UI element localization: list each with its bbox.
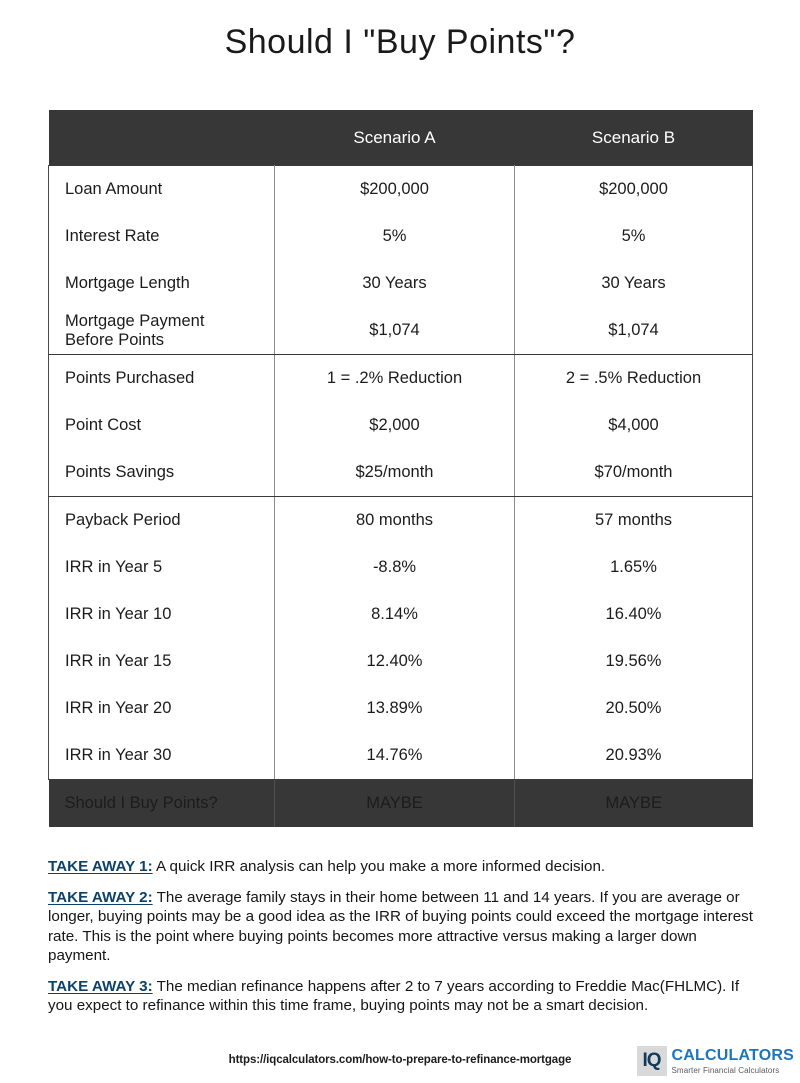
takeaway-body: The average family stays in their home between 11 and 14 years. If you are average or longer, buying points may be a good idea as the IRR of buying points could exceed the mortgage interest rate. This is the point where buying points becomes more attractive versus making a larger down payment. [48, 888, 753, 964]
cell-scenario-b: $70/month [515, 449, 753, 497]
cell-scenario-b: 19.56% [515, 638, 753, 685]
page-title: Should I "Buy Points"? [224, 23, 576, 61]
table-row [49, 497, 753, 545]
row-label: Mortgage Payment Before Points [49, 307, 275, 355]
table-row [49, 638, 753, 685]
cell-scenario-b: $200,000 [515, 166, 753, 214]
cell-scenario-a: $25/month [275, 449, 515, 497]
takeaway-item [48, 977, 758, 1016]
cell-scenario-a: $200,000 [275, 166, 515, 214]
table-row [49, 402, 753, 449]
source-url: https://iqcalculators.com/how-to-prepare-to-refinance-mortgage [228, 1054, 572, 1066]
row-label: Interest Rate [49, 213, 275, 260]
table-row [49, 355, 753, 403]
cell-scenario-a: 5% [275, 213, 515, 260]
cell-scenario-a: 30 Years [275, 260, 515, 307]
takeaway-body: The median refinance happens after 2 to 7 years according to Freddie Mac(FHLMC). If you expect to refinance within this time frame, buying points may not be a smart decision. [48, 977, 740, 1014]
takeaway-item [48, 888, 758, 966]
row-label: Mortgage Length [49, 260, 275, 307]
table-row [49, 307, 753, 355]
table-row [49, 449, 753, 497]
iq-calculators-logo [637, 1046, 795, 1076]
takeaway-body: A quick IRR analysis can help you make a more informed decision. [152, 858, 606, 875]
row-label: Points Purchased [49, 355, 275, 403]
row-label: Payback Period [49, 497, 275, 545]
row-label: Points Savings [49, 449, 275, 497]
cell-scenario-b: 16.40% [515, 591, 753, 638]
takeaways-section [48, 857, 758, 1027]
row-label: IRR in Year 15 [49, 638, 275, 685]
takeaway-item [48, 857, 758, 877]
row-label: IRR in Year 10 [49, 591, 275, 638]
cell-scenario-b: 20.50% [515, 685, 753, 732]
row-label: IRR in Year 20 [49, 685, 275, 732]
cell-scenario-b: $1,074 [515, 307, 753, 355]
table-row [49, 591, 753, 638]
row-label: IRR in Year 5 [49, 544, 275, 591]
cell-scenario-b: 1.65% [515, 544, 753, 591]
column-header-blank [49, 110, 275, 166]
cell-scenario-a: 13.89% [275, 685, 515, 732]
table-row [49, 166, 753, 214]
table-row [49, 260, 753, 307]
cell-scenario-b: 2 = .5% Reduction [515, 355, 753, 403]
logo-tagline: Smarter Financial Calculators [671, 1065, 780, 1075]
cell-scenario-a: 14.76% [275, 732, 515, 780]
cell-scenario-a: -8.8% [275, 544, 515, 591]
comparison-table-container [48, 110, 752, 827]
verdict-scenario-b: MAYBE [515, 780, 753, 828]
row-label: IRR in Year 30 [49, 732, 275, 780]
logo-mark-icon: IQ [637, 1046, 667, 1076]
table-row [49, 213, 753, 260]
verdict-scenario-a: MAYBE [275, 780, 515, 828]
takeaway-label: TAKE AWAY 3: [48, 977, 153, 995]
cell-scenario-b: $4,000 [515, 402, 753, 449]
column-header-scenario-a: Scenario A [275, 110, 515, 166]
table-row [49, 544, 753, 591]
column-header-scenario-b: Scenario B [515, 110, 753, 166]
row-label: Loan Amount [49, 166, 275, 214]
table-row [49, 685, 753, 732]
takeaway-label: TAKE AWAY 2: [48, 888, 153, 906]
buy-points-comparison-table [48, 110, 753, 827]
cell-scenario-b: 5% [515, 213, 753, 260]
cell-scenario-a: 12.40% [275, 638, 515, 685]
cell-scenario-b: 57 months [515, 497, 753, 545]
table-header [49, 110, 753, 166]
takeaway-label: TAKE AWAY 1: [48, 858, 153, 875]
table-body [49, 166, 753, 828]
logo-wordmark [672, 1048, 795, 1075]
cell-scenario-a: 1 = .2% Reduction [275, 355, 515, 403]
row-label: Point Cost [49, 402, 275, 449]
cell-scenario-b: 30 Years [515, 260, 753, 307]
cell-scenario-a: $2,000 [275, 402, 515, 449]
table-header-row [49, 110, 753, 166]
cell-scenario-a: 8.14% [275, 591, 515, 638]
verdict-label: Should I Buy Points? [49, 780, 275, 828]
table-row [49, 732, 753, 780]
page-footer [0, 1046, 800, 1083]
cell-scenario-a: 80 months [275, 497, 515, 545]
cell-scenario-b: 20.93% [515, 732, 753, 780]
verdict-row [49, 780, 753, 828]
logo-main-text: CALCULATORS [671, 1046, 794, 1064]
cell-scenario-a: $1,074 [275, 307, 515, 355]
